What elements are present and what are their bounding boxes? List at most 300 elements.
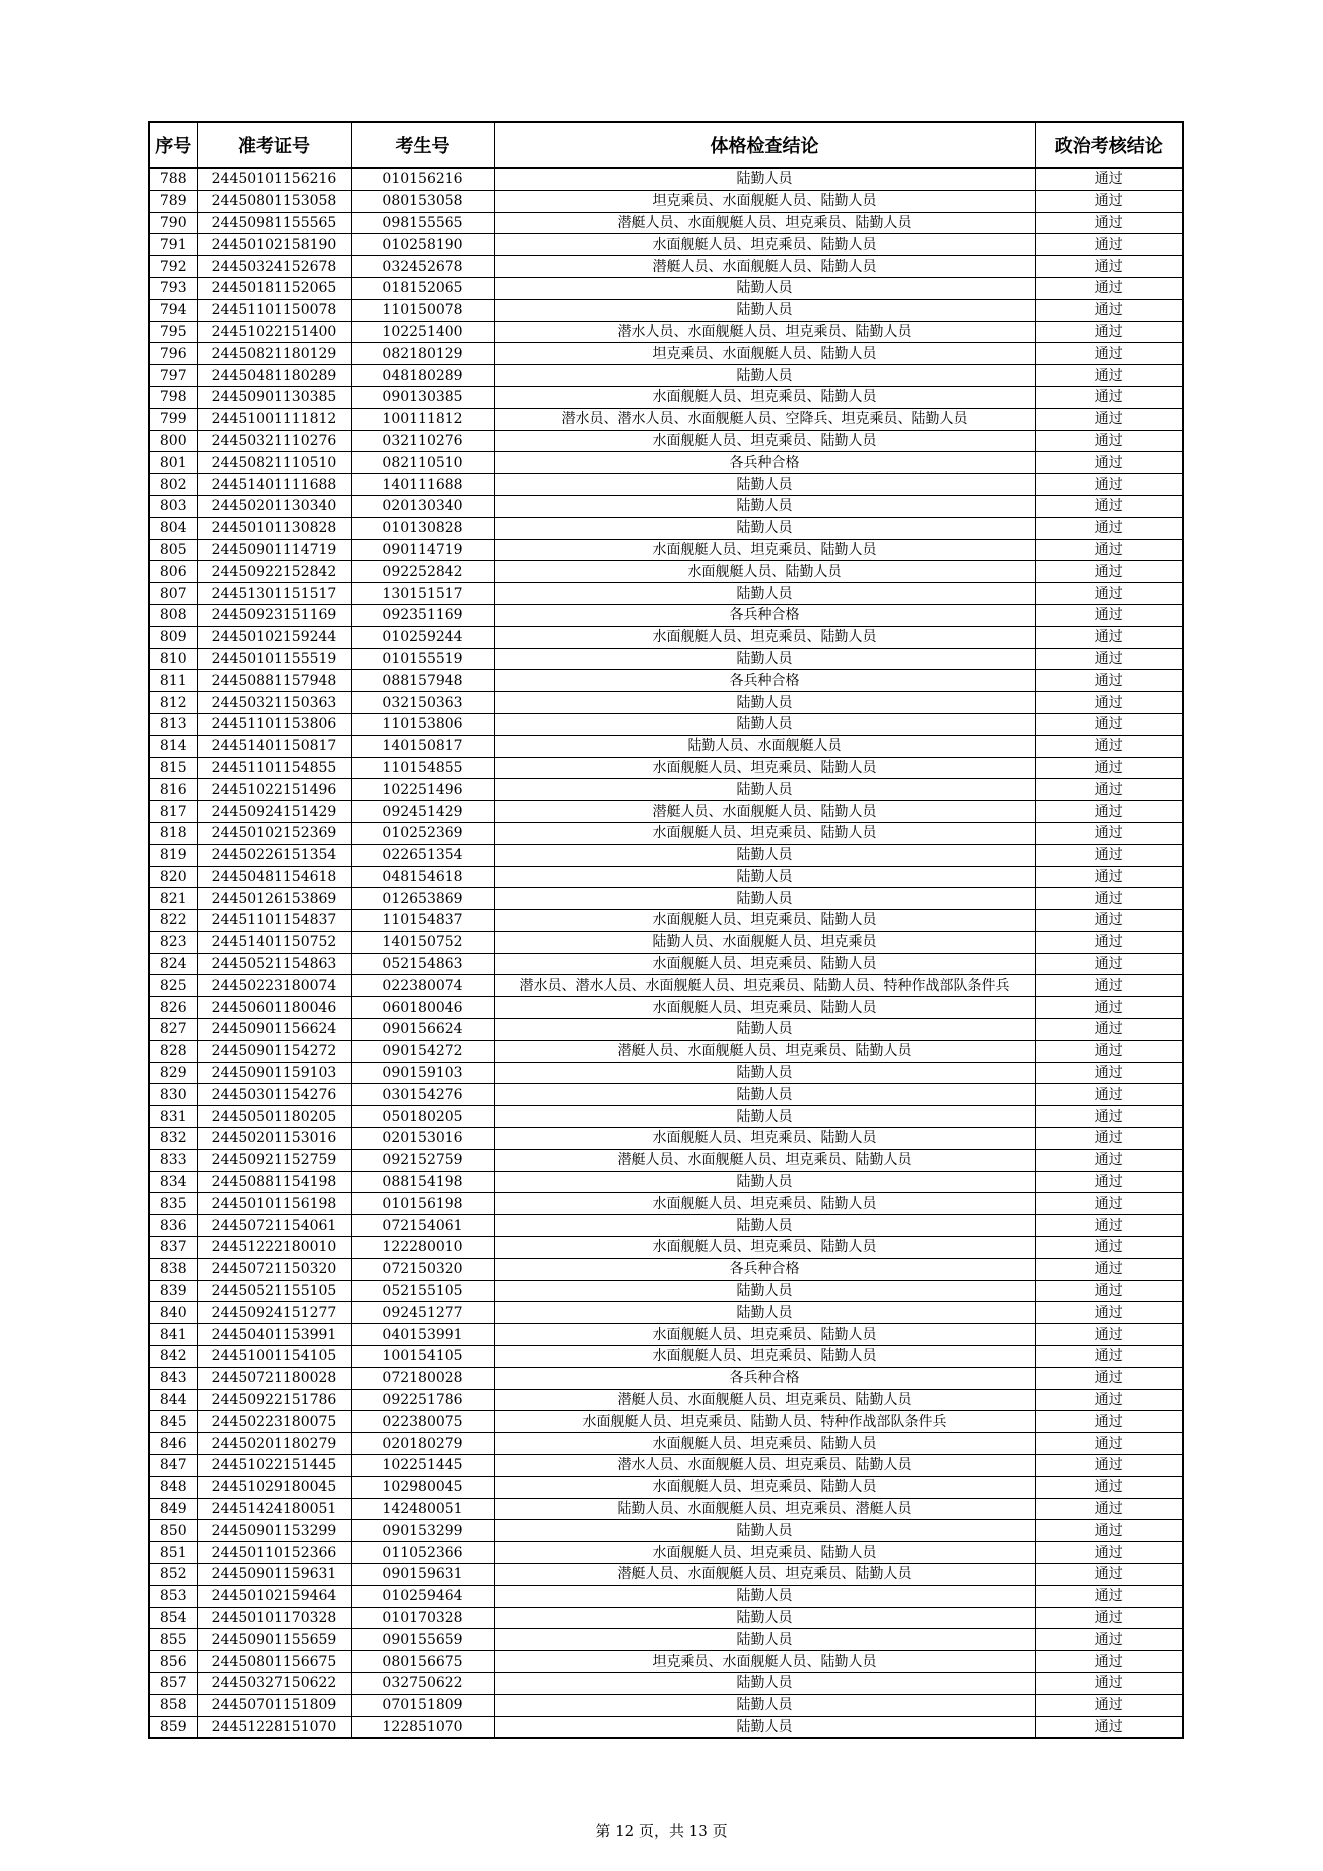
cell-political-review: 通过 [1035, 190, 1183, 212]
cell-seq: 849 [149, 1498, 197, 1520]
table-row [149, 1672, 1183, 1694]
header-political-review: 政治考核结论 [1035, 122, 1183, 168]
cell-physical-exam: 潜水人员、水面舰艇人员、坦克乘员、陆勤人员 [494, 321, 1035, 343]
table-row [149, 517, 1183, 539]
table-row [149, 539, 1183, 561]
table-row [149, 1324, 1183, 1346]
cell-physical-exam: 潜艇人员、水面舰艇人员、坦克乘员、陆勤人员 [494, 212, 1035, 234]
cell-ticket-number: 24451101153806 [197, 713, 351, 735]
cell-physical-exam: 陆勤人员 [494, 1302, 1035, 1324]
cell-ticket-number: 24450102158190 [197, 234, 351, 256]
table-row [149, 1302, 1183, 1324]
table-row [149, 277, 1183, 299]
cell-physical-exam: 水面舰艇人员、坦克乘员、陆勤人员 [494, 1237, 1035, 1259]
cell-seq: 793 [149, 277, 197, 299]
cell-seq: 792 [149, 256, 197, 278]
cell-physical-exam: 潜水员、潜水人员、水面舰艇人员、坦克乘员、陆勤人员、特种作战部队条件兵 [494, 975, 1035, 997]
cell-candidate-number: 082110510 [351, 452, 494, 474]
cell-physical-exam: 陆勤人员 [494, 1585, 1035, 1607]
cell-seq: 806 [149, 561, 197, 583]
cell-physical-exam: 坦克乘员、水面舰艇人员、陆勤人员 [494, 343, 1035, 365]
cell-political-review: 通过 [1035, 1193, 1183, 1215]
table-row [149, 910, 1183, 932]
cell-ticket-number: 24451022151445 [197, 1455, 351, 1477]
cell-ticket-number: 24450321110276 [197, 430, 351, 452]
cell-ticket-number: 24451022151400 [197, 321, 351, 343]
cell-political-review: 通过 [1035, 1651, 1183, 1673]
table-row [149, 1389, 1183, 1411]
cell-physical-exam: 各兵种合格 [494, 452, 1035, 474]
table-row [149, 1651, 1183, 1673]
cell-candidate-number: 010252369 [351, 822, 494, 844]
table-row [149, 626, 1183, 648]
cell-seq: 831 [149, 1106, 197, 1128]
table-row [149, 1564, 1183, 1586]
cell-seq: 821 [149, 888, 197, 910]
cell-ticket-number: 24450223180074 [197, 975, 351, 997]
cell-candidate-number: 052154863 [351, 953, 494, 975]
table-row [149, 735, 1183, 757]
cell-political-review: 通过 [1035, 1629, 1183, 1651]
cell-seq: 827 [149, 1019, 197, 1041]
cell-physical-exam: 陆勤人员 [494, 779, 1035, 801]
cell-ticket-number: 24450324152678 [197, 256, 351, 278]
cell-seq: 828 [149, 1040, 197, 1062]
cell-political-review: 通过 [1035, 1672, 1183, 1694]
table-row [149, 1215, 1183, 1237]
table-row [149, 888, 1183, 910]
cell-ticket-number: 24451222180010 [197, 1237, 351, 1259]
table-header-row [149, 122, 1183, 168]
table-row [149, 1716, 1183, 1738]
cell-physical-exam: 陆勤人员、水面舰艇人员、坦克乘员 [494, 931, 1035, 953]
cell-ticket-number: 24450201180279 [197, 1433, 351, 1455]
table-row [149, 1433, 1183, 1455]
cell-seq: 794 [149, 299, 197, 321]
table-row [149, 343, 1183, 365]
cell-candidate-number: 018152065 [351, 277, 494, 299]
cell-seq: 803 [149, 495, 197, 517]
cell-ticket-number: 24450901159631 [197, 1564, 351, 1586]
cell-physical-exam: 陆勤人员 [494, 1520, 1035, 1542]
cell-political-review: 通过 [1035, 277, 1183, 299]
cell-political-review: 通过 [1035, 604, 1183, 626]
cell-candidate-number: 102251400 [351, 321, 494, 343]
cell-physical-exam: 潜水人员、水面舰艇人员、坦克乘员、陆勤人员 [494, 1455, 1035, 1477]
cell-candidate-number: 090159631 [351, 1564, 494, 1586]
cell-ticket-number: 24450201153016 [197, 1128, 351, 1150]
page-footer: 第 12 页，共 13 页 [595, 1822, 728, 1840]
cell-candidate-number: 048180289 [351, 365, 494, 387]
cell-ticket-number: 24450881154198 [197, 1171, 351, 1193]
cell-physical-exam: 水面舰艇人员、坦克乘员、陆勤人员 [494, 997, 1035, 1019]
cell-seq: 797 [149, 365, 197, 387]
cell-ticket-number: 24450721180028 [197, 1367, 351, 1389]
cell-ticket-number: 24450501180205 [197, 1106, 351, 1128]
cell-physical-exam: 陆勤人员 [494, 1106, 1035, 1128]
cell-physical-exam: 水面舰艇人员、坦克乘员、陆勤人员 [494, 1433, 1035, 1455]
cell-seq: 859 [149, 1716, 197, 1738]
cell-seq: 796 [149, 343, 197, 365]
cell-candidate-number: 088154198 [351, 1171, 494, 1193]
cell-political-review: 通过 [1035, 1215, 1183, 1237]
cell-ticket-number: 24451022151496 [197, 779, 351, 801]
table-row [149, 168, 1183, 190]
header-physical-exam: 体格检查结论 [494, 122, 1035, 168]
table-row [149, 801, 1183, 823]
cell-seq: 809 [149, 626, 197, 648]
cell-ticket-number: 24450901154272 [197, 1040, 351, 1062]
table-row [149, 1629, 1183, 1651]
cell-ticket-number: 24450102159244 [197, 626, 351, 648]
cell-physical-exam: 陆勤人员 [494, 1062, 1035, 1084]
cell-ticket-number: 24450521154863 [197, 953, 351, 975]
table-row [149, 365, 1183, 387]
cell-candidate-number: 032452678 [351, 256, 494, 278]
cell-political-review: 通过 [1035, 1542, 1183, 1564]
cell-candidate-number: 092351169 [351, 604, 494, 626]
cell-seq: 817 [149, 801, 197, 823]
cell-ticket-number: 24450981155565 [197, 212, 351, 234]
cell-candidate-number: 020180279 [351, 1433, 494, 1455]
cell-candidate-number: 140111688 [351, 474, 494, 496]
table-row [149, 1040, 1183, 1062]
cell-candidate-number: 012653869 [351, 888, 494, 910]
cell-seq: 824 [149, 953, 197, 975]
cell-political-review: 通过 [1035, 474, 1183, 496]
cell-physical-exam: 陆勤人员 [494, 517, 1035, 539]
cell-ticket-number: 24450924151277 [197, 1302, 351, 1324]
cell-candidate-number: 010130828 [351, 517, 494, 539]
cell-political-review: 通过 [1035, 670, 1183, 692]
cell-ticket-number: 24450921152759 [197, 1149, 351, 1171]
table-row [149, 779, 1183, 801]
cell-candidate-number: 090156624 [351, 1019, 494, 1041]
cell-ticket-number: 24450901155659 [197, 1629, 351, 1651]
cell-ticket-number: 24450923151169 [197, 604, 351, 626]
cell-ticket-number: 24450101156198 [197, 1193, 351, 1215]
table-row [149, 212, 1183, 234]
cell-seq: 843 [149, 1367, 197, 1389]
cell-physical-exam: 陆勤人员 [494, 648, 1035, 670]
cell-candidate-number: 122851070 [351, 1716, 494, 1738]
cell-political-review: 通过 [1035, 1607, 1183, 1629]
cell-seq: 816 [149, 779, 197, 801]
cell-candidate-number: 010170328 [351, 1607, 494, 1629]
cell-seq: 830 [149, 1084, 197, 1106]
cell-physical-exam: 陆勤人员 [494, 299, 1035, 321]
cell-candidate-number: 010156198 [351, 1193, 494, 1215]
table-row [149, 1498, 1183, 1520]
table-row [149, 1258, 1183, 1280]
cell-candidate-number: 052155105 [351, 1280, 494, 1302]
cell-candidate-number: 080156675 [351, 1651, 494, 1673]
table-row [149, 1106, 1183, 1128]
cell-physical-exam: 陆勤人员 [494, 1607, 1035, 1629]
cell-seq: 855 [149, 1629, 197, 1651]
cell-candidate-number: 102980045 [351, 1476, 494, 1498]
cell-political-review: 通过 [1035, 561, 1183, 583]
cell-seq: 802 [149, 474, 197, 496]
cell-political-review: 通过 [1035, 844, 1183, 866]
cell-ticket-number: 24450101170328 [197, 1607, 351, 1629]
cell-seq: 842 [149, 1346, 197, 1368]
cell-seq: 788 [149, 168, 197, 190]
table-row [149, 1280, 1183, 1302]
cell-physical-exam: 陆勤人员 [494, 1215, 1035, 1237]
table-row [149, 561, 1183, 583]
cell-seq: 848 [149, 1476, 197, 1498]
cell-seq: 837 [149, 1237, 197, 1259]
cell-political-review: 通过 [1035, 1476, 1183, 1498]
cell-ticket-number: 24451101154855 [197, 757, 351, 779]
cell-political-review: 通过 [1035, 256, 1183, 278]
cell-physical-exam: 水面舰艇人员、坦克乘员、陆勤人员 [494, 386, 1035, 408]
cell-political-review: 通过 [1035, 365, 1183, 387]
cell-seq: 857 [149, 1672, 197, 1694]
cell-political-review: 通过 [1035, 1564, 1183, 1586]
cell-political-review: 通过 [1035, 1498, 1183, 1520]
cell-physical-exam: 陆勤人员 [494, 365, 1035, 387]
cell-physical-exam: 潜水员、潜水人员、水面舰艇人员、空降兵、坦克乘员、陆勤人员 [494, 408, 1035, 430]
cell-political-review: 通过 [1035, 735, 1183, 757]
table-row [149, 1062, 1183, 1084]
cell-political-review: 通过 [1035, 1346, 1183, 1368]
cell-physical-exam: 陆勤人员 [494, 583, 1035, 605]
cell-candidate-number: 050180205 [351, 1106, 494, 1128]
cell-ticket-number: 24450601180046 [197, 997, 351, 1019]
cell-candidate-number: 010259464 [351, 1585, 494, 1607]
table-row [149, 1084, 1183, 1106]
cell-political-review: 通过 [1035, 1062, 1183, 1084]
cell-candidate-number: 092252842 [351, 561, 494, 583]
cell-political-review: 通过 [1035, 997, 1183, 1019]
cell-political-review: 通过 [1035, 713, 1183, 735]
cell-political-review: 通过 [1035, 1084, 1183, 1106]
cell-candidate-number: 022380074 [351, 975, 494, 997]
cell-seq: 810 [149, 648, 197, 670]
table-body [149, 168, 1183, 1738]
table-row [149, 1607, 1183, 1629]
table-row [149, 1367, 1183, 1389]
cell-seq: 841 [149, 1324, 197, 1346]
table-row [149, 1694, 1183, 1716]
cell-political-review: 通过 [1035, 953, 1183, 975]
cell-candidate-number: 060180046 [351, 997, 494, 1019]
cell-seq: 839 [149, 1280, 197, 1302]
table-row [149, 1149, 1183, 1171]
cell-political-review: 通过 [1035, 517, 1183, 539]
cell-ticket-number: 24450801156675 [197, 1651, 351, 1673]
cell-political-review: 通过 [1035, 1716, 1183, 1738]
cell-candidate-number: 088157948 [351, 670, 494, 692]
table-row [149, 408, 1183, 430]
cell-ticket-number: 24450181152065 [197, 277, 351, 299]
table-row [149, 1411, 1183, 1433]
cell-candidate-number: 082180129 [351, 343, 494, 365]
cell-ticket-number: 24450223180075 [197, 1411, 351, 1433]
cell-physical-exam: 各兵种合格 [494, 604, 1035, 626]
cell-seq: 845 [149, 1411, 197, 1433]
cell-ticket-number: 24450721154061 [197, 1215, 351, 1237]
cell-political-review: 通过 [1035, 1455, 1183, 1477]
cell-candidate-number: 092451429 [351, 801, 494, 823]
cell-physical-exam: 陆勤人员 [494, 495, 1035, 517]
table-row [149, 452, 1183, 474]
cell-physical-exam: 水面舰艇人员、坦克乘员、陆勤人员 [494, 822, 1035, 844]
cell-ticket-number: 24450721150320 [197, 1258, 351, 1280]
table-row [149, 386, 1183, 408]
table-row [149, 604, 1183, 626]
cell-seq: 834 [149, 1171, 197, 1193]
cell-candidate-number: 122280010 [351, 1237, 494, 1259]
cell-political-review: 通过 [1035, 822, 1183, 844]
cell-seq: 798 [149, 386, 197, 408]
cell-political-review: 通过 [1035, 1694, 1183, 1716]
cell-seq: 800 [149, 430, 197, 452]
cell-seq: 840 [149, 1302, 197, 1324]
cell-candidate-number: 010259244 [351, 626, 494, 648]
cell-seq: 835 [149, 1193, 197, 1215]
cell-political-review: 通过 [1035, 1149, 1183, 1171]
cell-ticket-number: 24450901159103 [197, 1062, 351, 1084]
cell-physical-exam: 坦克乘员、水面舰艇人员、陆勤人员 [494, 1651, 1035, 1673]
cell-physical-exam: 水面舰艇人员、坦克乘员、陆勤人员 [494, 1324, 1035, 1346]
cell-candidate-number: 072150320 [351, 1258, 494, 1280]
cell-candidate-number: 072154061 [351, 1215, 494, 1237]
cell-physical-exam: 陆勤人员 [494, 844, 1035, 866]
cell-ticket-number: 24450901130385 [197, 386, 351, 408]
cell-candidate-number: 090155659 [351, 1629, 494, 1651]
cell-seq: 805 [149, 539, 197, 561]
table-row [149, 670, 1183, 692]
table-row [149, 1019, 1183, 1041]
cell-seq: 811 [149, 670, 197, 692]
cell-seq: 858 [149, 1694, 197, 1716]
cell-ticket-number: 24450521155105 [197, 1280, 351, 1302]
cell-political-review: 通过 [1035, 386, 1183, 408]
cell-physical-exam: 潜艇人员、水面舰艇人员、陆勤人员 [494, 801, 1035, 823]
cell-political-review: 通过 [1035, 626, 1183, 648]
table-row [149, 648, 1183, 670]
cell-political-review: 通过 [1035, 168, 1183, 190]
cell-candidate-number: 032750622 [351, 1672, 494, 1694]
cell-ticket-number: 24450327150622 [197, 1672, 351, 1694]
table-row [149, 321, 1183, 343]
table-row [149, 256, 1183, 278]
cell-physical-exam: 水面舰艇人员、坦克乘员、陆勤人员 [494, 910, 1035, 932]
cell-candidate-number: 080153058 [351, 190, 494, 212]
cell-candidate-number: 102251445 [351, 1455, 494, 1477]
results-table [148, 121, 1184, 1739]
table-row [149, 692, 1183, 714]
cell-physical-exam: 水面舰艇人员、坦克乘员、陆勤人员 [494, 234, 1035, 256]
cell-candidate-number: 140150817 [351, 735, 494, 757]
cell-candidate-number: 032110276 [351, 430, 494, 452]
cell-candidate-number: 040153991 [351, 1324, 494, 1346]
cell-political-review: 通过 [1035, 1367, 1183, 1389]
cell-political-review: 通过 [1035, 1302, 1183, 1324]
cell-ticket-number: 24451001154105 [197, 1346, 351, 1368]
cell-candidate-number: 048154618 [351, 866, 494, 888]
cell-candidate-number: 022380075 [351, 1411, 494, 1433]
table-row [149, 822, 1183, 844]
cell-candidate-number: 011052366 [351, 1542, 494, 1564]
cell-ticket-number: 24450226151354 [197, 844, 351, 866]
cell-physical-exam: 潜艇人员、水面舰艇人员、陆勤人员 [494, 256, 1035, 278]
cell-political-review: 通过 [1035, 975, 1183, 997]
cell-seq: 832 [149, 1128, 197, 1150]
table-row [149, 1346, 1183, 1368]
cell-ticket-number: 24450924151429 [197, 801, 351, 823]
cell-candidate-number: 110154855 [351, 757, 494, 779]
cell-physical-exam: 陆勤人员 [494, 1084, 1035, 1106]
cell-seq: 850 [149, 1520, 197, 1542]
cell-physical-exam: 陆勤人员 [494, 1672, 1035, 1694]
cell-candidate-number: 110153806 [351, 713, 494, 735]
cell-physical-exam: 陆勤人员、水面舰艇人员、坦克乘员、潜艇人员 [494, 1498, 1035, 1520]
cell-ticket-number: 24450401153991 [197, 1324, 351, 1346]
cell-candidate-number: 090154272 [351, 1040, 494, 1062]
header-candidate-number: 考生号 [351, 122, 494, 168]
cell-candidate-number: 092451277 [351, 1302, 494, 1324]
cell-seq: 819 [149, 844, 197, 866]
cell-political-review: 通过 [1035, 1433, 1183, 1455]
cell-seq: 822 [149, 910, 197, 932]
cell-ticket-number: 24450102159464 [197, 1585, 351, 1607]
cell-physical-exam: 陆勤人员 [494, 1694, 1035, 1716]
cell-ticket-number: 24450481180289 [197, 365, 351, 387]
cell-physical-exam: 潜艇人员、水面舰艇人员、坦克乘员、陆勤人员 [494, 1149, 1035, 1171]
cell-political-review: 通过 [1035, 910, 1183, 932]
cell-ticket-number: 24450821180129 [197, 343, 351, 365]
cell-physical-exam: 陆勤人员 [494, 1280, 1035, 1302]
cell-seq: 808 [149, 604, 197, 626]
cell-physical-exam: 水面舰艇人员、坦克乘员、陆勤人员 [494, 1476, 1035, 1498]
cell-seq: 813 [149, 713, 197, 735]
cell-candidate-number: 142480051 [351, 1498, 494, 1520]
cell-seq: 829 [149, 1062, 197, 1084]
cell-physical-exam: 陆勤人员 [494, 1716, 1035, 1738]
cell-ticket-number: 24451401150752 [197, 931, 351, 953]
cell-seq: 820 [149, 866, 197, 888]
cell-political-review: 通过 [1035, 1128, 1183, 1150]
table-row [149, 1237, 1183, 1259]
cell-ticket-number: 24451301151517 [197, 583, 351, 605]
cell-political-review: 通过 [1035, 1258, 1183, 1280]
cell-physical-exam: 潜艇人员、水面舰艇人员、坦克乘员、陆勤人员 [494, 1564, 1035, 1586]
cell-ticket-number: 24450881157948 [197, 670, 351, 692]
cell-ticket-number: 24450101155519 [197, 648, 351, 670]
cell-physical-exam: 陆勤人员 [494, 277, 1035, 299]
cell-ticket-number: 24450801153058 [197, 190, 351, 212]
cell-candidate-number: 020153016 [351, 1128, 494, 1150]
cell-physical-exam: 水面舰艇人员、坦克乘员、陆勤人员 [494, 953, 1035, 975]
cell-seq: 844 [149, 1389, 197, 1411]
cell-physical-exam: 水面舰艇人员、坦克乘员、陆勤人员 [494, 539, 1035, 561]
cell-ticket-number: 24450126153869 [197, 888, 351, 910]
cell-seq: 852 [149, 1564, 197, 1586]
cell-seq: 836 [149, 1215, 197, 1237]
cell-ticket-number: 24451001111812 [197, 408, 351, 430]
cell-political-review: 通过 [1035, 692, 1183, 714]
table-row [149, 866, 1183, 888]
table-row [149, 1455, 1183, 1477]
cell-political-review: 通过 [1035, 212, 1183, 234]
cell-physical-exam: 陆勤人员 [494, 168, 1035, 190]
cell-seq: 815 [149, 757, 197, 779]
cell-ticket-number: 24450481154618 [197, 866, 351, 888]
